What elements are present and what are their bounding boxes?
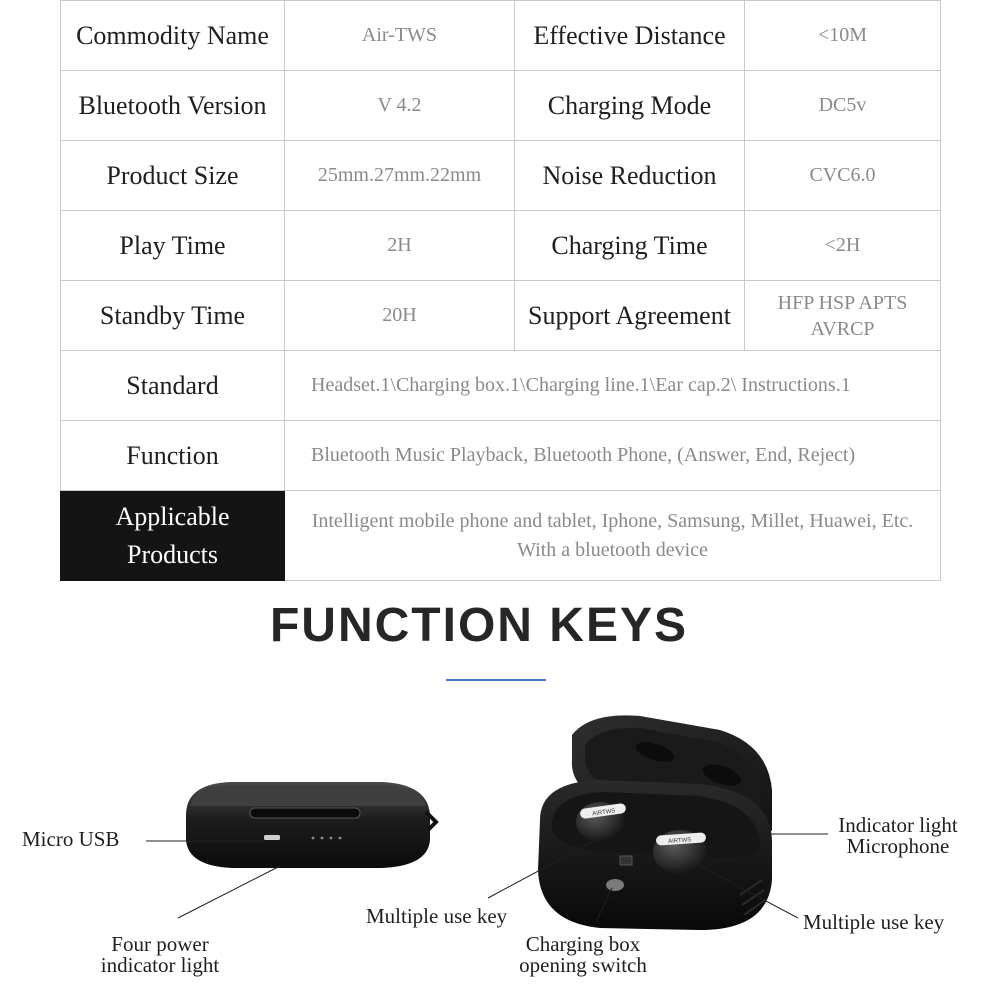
applicable-label-line1: Applicable <box>115 501 230 531</box>
charging-box-switch-icon <box>606 879 624 891</box>
applicable-products-value <box>285 491 941 581</box>
support-agreement-value-line2: AVRCP <box>810 317 875 340</box>
spec-row <box>61 211 941 281</box>
effective-distance-label: Effective Distance <box>515 1 745 71</box>
product-size-label: Product Size <box>61 141 285 211</box>
function-label: Function <box>61 421 285 491</box>
spec-row <box>61 491 941 581</box>
noise-reduction-label: Noise Reduction <box>515 141 745 211</box>
right-earbud-label: AIRTWS <box>667 837 692 845</box>
open-charging-case <box>538 715 772 930</box>
play-time-label: Play Time <box>61 211 285 281</box>
standby-time-label: Standby Time <box>61 281 285 351</box>
indicator-microphone-callout <box>830 815 966 857</box>
standard-value: Headset.1\Charging box.1\Charging line.1\Ear cap.2\ Instructions.1 <box>285 351 941 421</box>
charging-box-line1: Charging box <box>525 932 641 956</box>
applicable-products-label <box>61 491 285 581</box>
microphone-callout: Microphone <box>846 834 950 858</box>
bluetooth-version-value: V 4.2 <box>285 71 515 141</box>
multiple-use-key-left-callout: Multiple use key <box>366 904 508 928</box>
product-size-value: 25mm.27mm.22mm <box>285 141 515 211</box>
function-value: Bluetooth Music Playback, Bluetooth Phone, (Answer, End, Reject) <box>285 421 941 491</box>
spec-row <box>61 421 941 491</box>
noise-reduction-value: CVC6.0 <box>745 141 941 211</box>
effective-distance-value: <10M <box>745 1 941 71</box>
heading-underline <box>446 679 546 681</box>
spec-row <box>61 281 941 351</box>
multiple-use-key-right-callout: Multiple use key <box>803 910 945 934</box>
spec-row <box>61 141 941 211</box>
charging-box-line2: opening switch <box>519 953 647 977</box>
spec-row <box>61 71 941 141</box>
spec-row <box>61 1 941 71</box>
charging-mode-label: Charging Mode <box>515 71 745 141</box>
four-power-line1: Four power <box>111 932 209 956</box>
charging-box-switch-callout <box>508 934 658 976</box>
standby-time-value: 20H <box>285 281 515 351</box>
charging-time-value: <2H <box>745 211 941 281</box>
four-power-indicator-callout <box>88 934 232 976</box>
standard-label: Standard <box>61 351 285 421</box>
support-agreement-value-line1: HFP HSP APTS <box>777 291 908 314</box>
charging-mode-value: DC5v <box>745 71 941 141</box>
applicable-value-line1: Intelligent mobile phone and tablet, Iphone, Samsung, Millet, Huawei, Etc. <box>311 509 914 532</box>
bluetooth-version-label: Bluetooth Version <box>61 71 285 141</box>
play-time-value: 2H <box>285 211 515 281</box>
commodity-name-label: Commodity Name <box>61 1 285 71</box>
applicable-value-line2: With a bluetooth device <box>517 538 708 561</box>
support-agreement-label: Support Agreement <box>515 281 745 351</box>
micro-usb-callout: Micro USB <box>22 827 120 851</box>
left-earbud-label: AIRTWS <box>591 808 616 818</box>
commodity-name-value: Air-TWS <box>285 1 515 71</box>
indicator-light-callout: Indicator light <box>838 813 958 837</box>
right-earbud-icon <box>653 830 707 874</box>
charging-time-label: Charging Time <box>515 211 745 281</box>
closed-charging-case <box>186 782 436 868</box>
applicable-label-line2: Products <box>127 539 218 569</box>
spec-table <box>60 0 941 581</box>
spec-row <box>61 351 941 421</box>
micro-usb-port-icon <box>264 835 280 840</box>
support-agreement-value <box>745 281 941 351</box>
section-title: FUNCTION KEYS <box>269 599 688 652</box>
four-power-line2: indicator light <box>100 953 220 977</box>
